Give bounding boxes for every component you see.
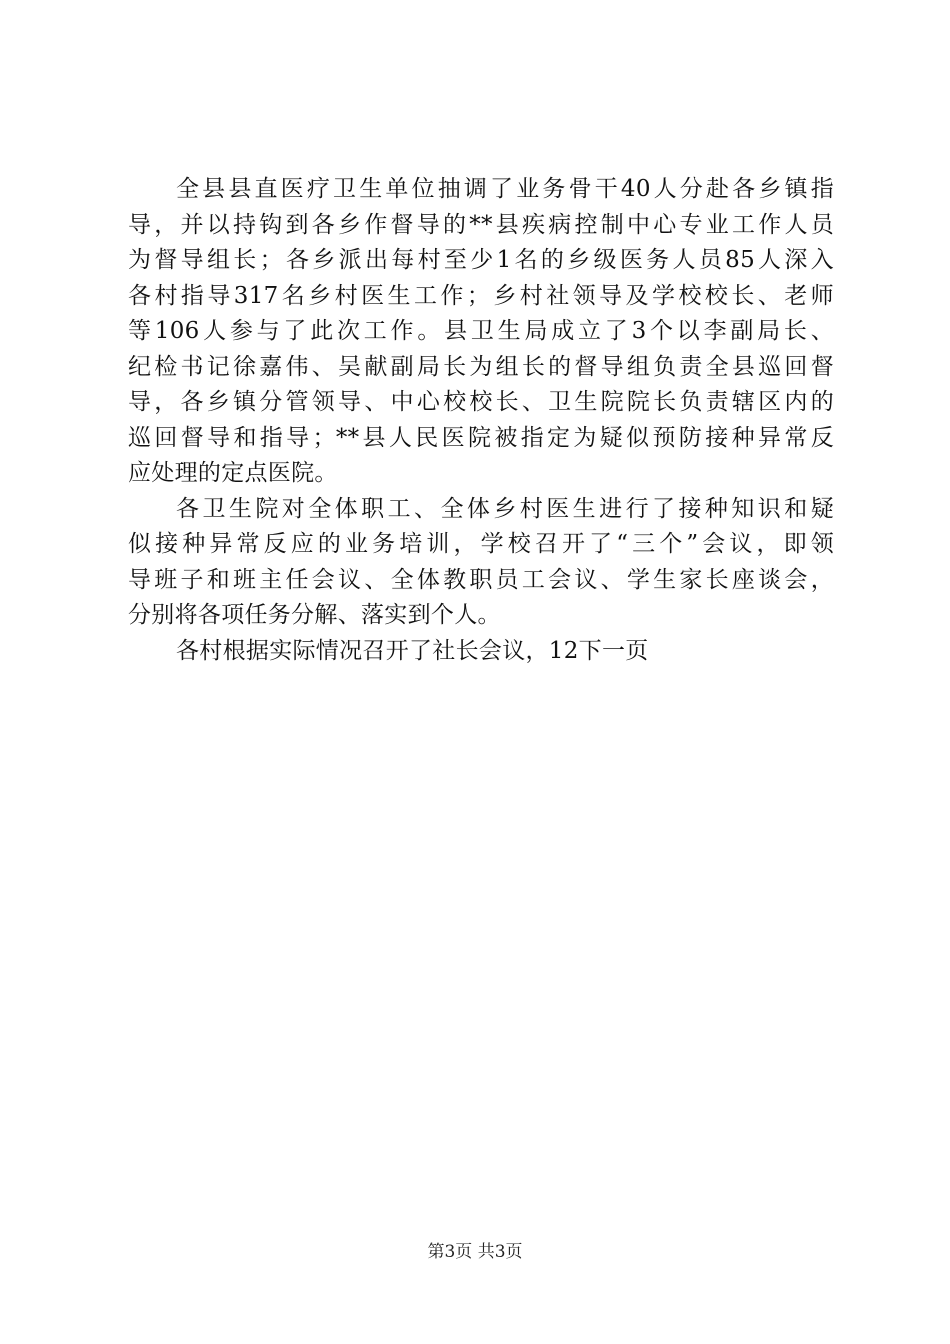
text-line: 似接种异常反应的业务培训，学校召开了“三个”会议，即领 [128, 531, 834, 557]
text-line: 导班子和班主任会议、全体教职员工会议、学生家长座谈会， [128, 566, 834, 593]
page-footer [0, 1240, 950, 1264]
text-line: 各村根据实际情况召开了社长会议，12下一页 [176, 637, 649, 664]
text-line: 导，各乡镇分管领导、中心校校长、卫生院院长负责辖区内的 [128, 389, 834, 415]
text-line: 导，并以持钩到各乡作督导的**县疾病控制中心专业工作人员 [128, 211, 834, 238]
text-line: 各卫生院对全体职工、全体乡村医生进行了接种知识和疑 [176, 495, 834, 522]
text-line: 为督导组长；各乡派出每村至少1名的乡级医务人员85人深入 [128, 247, 834, 273]
text-line: 应处理的定点医院。 [128, 460, 338, 486]
text-line: 各村指导317名乡村医生工作；乡村社领导及学校校长、老师 [128, 282, 834, 309]
page-number-label: 第3页 共3页 [427, 1242, 523, 1262]
text-line: 纪检书记徐嘉伟、吴献副局长为组长的督导组负责全县巡回督 [128, 353, 834, 380]
text-line: 分别将各项任务分解、落实到个人。 [128, 602, 501, 628]
document-body [128, 172, 834, 669]
text-line: 全县县直医疗卫生单位抽调了业务骨干40人分赴各乡镇指 [176, 176, 834, 202]
text-line: 巡回督导和指导；**县人民医院被指定为疑似预防接种异常反 [128, 424, 834, 451]
text-line: 等106人参与了此次工作。县卫生局成立了3个以李副局长、 [128, 318, 834, 344]
